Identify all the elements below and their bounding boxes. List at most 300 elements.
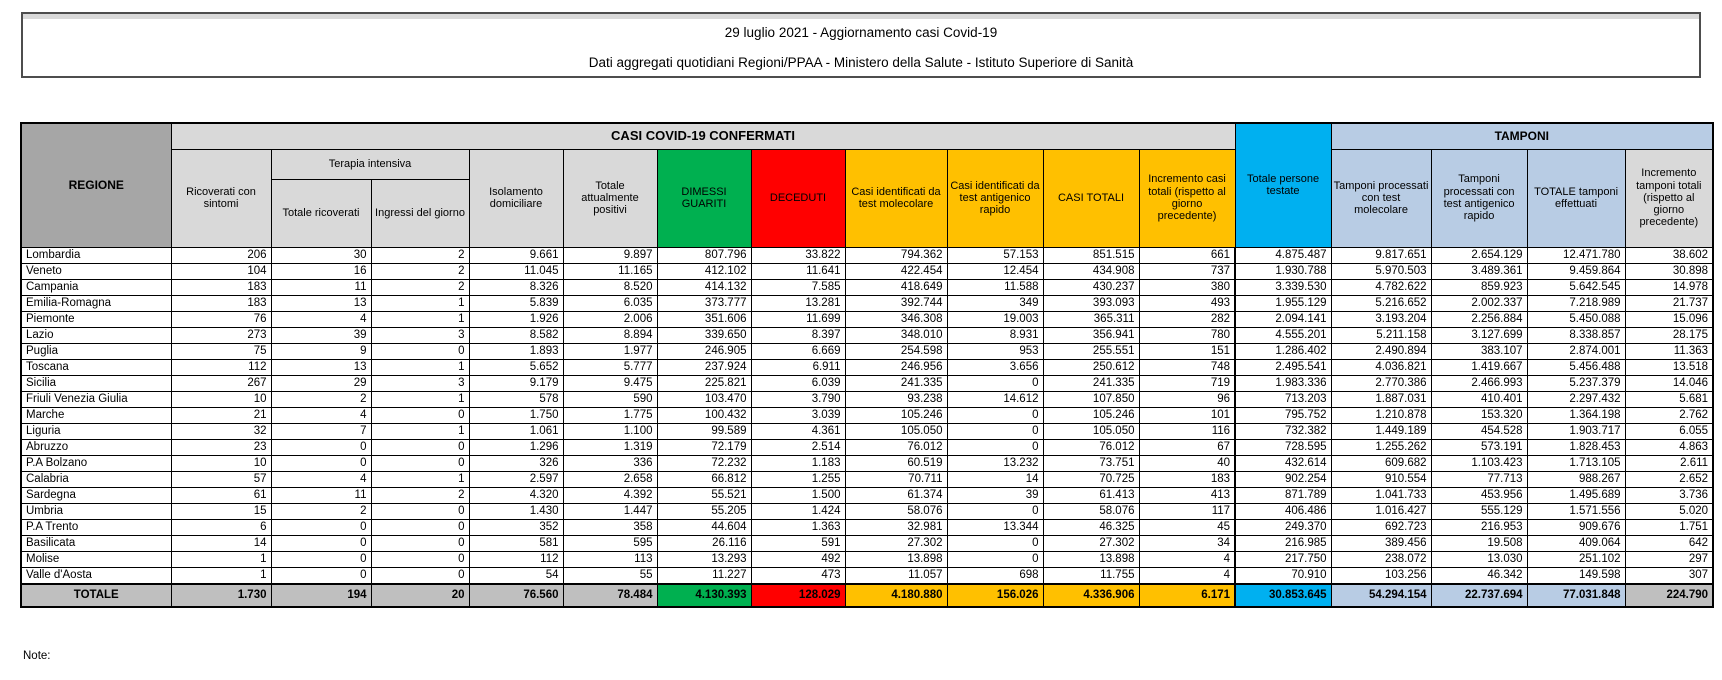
header-regione: REGIONE (21, 123, 171, 247)
value-cell: 1 (371, 471, 469, 487)
value-cell: 1.750 (469, 407, 563, 423)
value-cell: 4 (271, 311, 371, 327)
value-cell: 2.002.337 (1431, 295, 1527, 311)
page-title: 29 luglio 2021 - Aggiornamento casi Covid-19 (724, 25, 998, 40)
value-cell: 151 (1139, 343, 1235, 359)
value-cell: 6.669 (751, 343, 845, 359)
value-cell: 851.515 (1043, 247, 1139, 263)
table-row (21, 455, 1713, 471)
value-cell: 13.281 (751, 295, 845, 311)
region-name: Friuli Venezia Giulia (21, 391, 171, 407)
value-cell: 58.076 (845, 503, 947, 519)
value-cell: 1.100 (563, 423, 657, 439)
value-cell: 76.560 (469, 584, 563, 607)
value-cell: 349 (947, 295, 1043, 311)
value-cell: 326 (469, 455, 563, 471)
value-cell: 76.012 (845, 439, 947, 455)
header-incremento-casi-totali: Incremento casi totali (rispetto al giorno precedente) (1139, 149, 1235, 247)
value-cell: 1 (371, 295, 469, 311)
header-terapia-intensiva: Terapia intensiva (271, 149, 469, 179)
value-cell: 2.658 (563, 471, 657, 487)
value-cell: 0 (271, 455, 371, 471)
value-cell: 72.179 (657, 439, 751, 455)
value-cell: 0 (371, 535, 469, 551)
value-cell: 105.050 (845, 423, 947, 439)
table-row (21, 407, 1713, 423)
value-cell: 3.127.699 (1431, 327, 1527, 343)
table-row (21, 471, 1713, 487)
value-cell: 57.153 (947, 247, 1043, 263)
value-cell: 3.489.361 (1431, 263, 1527, 279)
value-cell: 78.484 (563, 584, 657, 607)
value-cell: 105.246 (845, 407, 947, 423)
page-subtitle: Dati aggregati quotidiani Regioni/PPAA - Ministero della Salute - Istituto Superiore di Sanità (588, 55, 1134, 70)
value-cell: 10 (171, 455, 271, 471)
value-cell: 44.604 (657, 519, 751, 535)
value-cell: 13.344 (947, 519, 1043, 535)
value-cell: 1.930.788 (1235, 263, 1331, 279)
region-name: Umbria (21, 503, 171, 519)
value-cell: 1.103.423 (1431, 455, 1527, 471)
value-cell: 58.076 (1043, 503, 1139, 519)
value-cell: 1 (371, 423, 469, 439)
value-cell: 128.029 (751, 584, 845, 607)
value-cell: 76 (171, 311, 271, 327)
value-cell: 642 (1625, 535, 1713, 551)
value-cell: 246.956 (845, 359, 947, 375)
value-cell: 5.642.545 (1527, 279, 1625, 295)
value-cell: 101 (1139, 407, 1235, 423)
value-cell: 578 (469, 391, 563, 407)
value-cell: 356.941 (1043, 327, 1139, 343)
region-name: Valle d'Aosta (21, 567, 171, 584)
value-cell: 3.039 (751, 407, 845, 423)
value-cell: 1.319 (563, 439, 657, 455)
value-cell: 153.320 (1431, 407, 1527, 423)
region-name: Campania (21, 279, 171, 295)
value-cell: 11.045 (469, 263, 563, 279)
value-cell: 1.255.262 (1331, 439, 1431, 455)
value-cell: 14.046 (1625, 375, 1713, 391)
value-cell: 183 (171, 295, 271, 311)
table-header (21, 123, 1713, 247)
value-cell: 6.055 (1625, 423, 1713, 439)
value-cell: 1 (171, 567, 271, 584)
value-cell: 6.911 (751, 359, 845, 375)
value-cell: 0 (271, 519, 371, 535)
value-cell: 11.755 (1043, 567, 1139, 584)
value-cell: 719 (1139, 375, 1235, 391)
value-cell: 11.165 (563, 263, 657, 279)
value-cell: 9.661 (469, 247, 563, 263)
value-cell: 117 (1139, 503, 1235, 519)
value-cell: 5.970.503 (1331, 263, 1431, 279)
value-cell: 0 (371, 343, 469, 359)
header-isolamento-domiciliare: Isolamento domiciliare (469, 149, 563, 247)
value-cell: 9 (271, 343, 371, 359)
value-cell: 1.364.198 (1527, 407, 1625, 423)
value-cell: 2.466.993 (1431, 375, 1527, 391)
value-cell: 493 (1139, 295, 1235, 311)
header-totale-attualmente-positivi: Totale attualmente positivi (563, 149, 657, 247)
value-cell: 15.096 (1625, 311, 1713, 327)
value-cell: 57 (171, 471, 271, 487)
value-cell: 70.910 (1235, 567, 1331, 584)
value-cell: 609.682 (1331, 455, 1431, 471)
value-cell: 107.850 (1043, 391, 1139, 407)
value-cell: 365.311 (1043, 311, 1139, 327)
value-cell: 217.750 (1235, 551, 1331, 567)
value-cell: 8.931 (947, 327, 1043, 343)
header-dimessi-guariti: DIMESSI GUARITI (657, 149, 751, 247)
table-row (21, 519, 1713, 535)
value-cell: 581 (469, 535, 563, 551)
value-cell: 2.514 (751, 439, 845, 455)
table-row (21, 535, 1713, 551)
value-cell: 39 (947, 487, 1043, 503)
value-cell: 352 (469, 519, 563, 535)
region-name: Abruzzo (21, 439, 171, 455)
value-cell: 11 (271, 487, 371, 503)
value-cell: 61.413 (1043, 487, 1139, 503)
value-cell: 380 (1139, 279, 1235, 295)
table-row (21, 343, 1713, 359)
value-cell: 46.342 (1431, 567, 1527, 584)
value-cell: 413 (1139, 487, 1235, 503)
value-cell: 412.102 (657, 263, 751, 279)
value-cell: 246.905 (657, 343, 751, 359)
value-cell: 393.093 (1043, 295, 1139, 311)
value-cell: 0 (271, 567, 371, 584)
value-cell: 225.821 (657, 375, 751, 391)
value-cell: 4.036.821 (1331, 359, 1431, 375)
value-cell: 1.887.031 (1331, 391, 1431, 407)
value-cell: 14.612 (947, 391, 1043, 407)
value-cell: 2 (371, 247, 469, 263)
value-cell: 389.456 (1331, 535, 1431, 551)
value-cell: 7.585 (751, 279, 845, 295)
value-cell: 14 (947, 471, 1043, 487)
value-cell: 105.246 (1043, 407, 1139, 423)
header-casi-totali: CASI TOTALI (1043, 149, 1139, 247)
value-cell: 1 (371, 391, 469, 407)
value-cell: 6.171 (1139, 584, 1235, 607)
value-cell: 8.582 (469, 327, 563, 343)
value-cell: 54 (469, 567, 563, 584)
value-cell: 237.924 (657, 359, 751, 375)
title-box (21, 12, 1701, 78)
value-cell: 1.430 (469, 503, 563, 519)
value-cell: 4.555.201 (1235, 327, 1331, 343)
value-cell: 2.094.141 (1235, 311, 1331, 327)
value-cell: 910.554 (1331, 471, 1431, 487)
value-cell: 103.256 (1331, 567, 1431, 584)
value-cell: 75 (171, 343, 271, 359)
table-row (21, 327, 1713, 343)
value-cell: 45 (1139, 519, 1235, 535)
value-cell: 339.650 (657, 327, 751, 343)
value-cell: 3.790 (751, 391, 845, 407)
value-cell: 5.652 (469, 359, 563, 375)
value-cell: 241.335 (1043, 375, 1139, 391)
value-cell: 250.612 (1043, 359, 1139, 375)
value-cell: 1 (371, 359, 469, 375)
value-cell: 2.297.432 (1527, 391, 1625, 407)
value-cell: 591 (751, 535, 845, 551)
region-name: Liguria (21, 423, 171, 439)
value-cell: 9.817.651 (1331, 247, 1431, 263)
value-cell: 1.571.556 (1527, 503, 1625, 519)
value-cell: 410.401 (1431, 391, 1527, 407)
value-cell: 8.338.857 (1527, 327, 1625, 343)
value-cell: 5.020 (1625, 503, 1713, 519)
value-cell: 104 (171, 263, 271, 279)
value-cell: 0 (947, 439, 1043, 455)
value-cell: 0 (271, 535, 371, 551)
value-cell: 0 (371, 439, 469, 455)
value-cell: 11 (271, 279, 371, 295)
value-cell: 96 (1139, 391, 1235, 407)
value-cell: 8.520 (563, 279, 657, 295)
value-cell: 4.863 (1625, 439, 1713, 455)
header-casi-test-antigenico: Casi identificati da test antigenico rapido (947, 149, 1043, 247)
value-cell: 383.107 (1431, 343, 1527, 359)
value-cell: 795.752 (1235, 407, 1331, 423)
region-name: Lombardia (21, 247, 171, 263)
value-cell: 76.012 (1043, 439, 1139, 455)
value-cell: 7.218.989 (1527, 295, 1625, 311)
value-cell: 93.238 (845, 391, 947, 407)
header-totale-tamponi: TOTALE tamponi effettuati (1527, 149, 1625, 247)
value-cell: 2.874.001 (1527, 343, 1625, 359)
header-tamponi-molecolare: Tamponi processati con test molecolare (1331, 149, 1431, 247)
value-cell: 11.363 (1625, 343, 1713, 359)
header-ingressi-del-giorno: Ingressi del giorno (371, 179, 469, 247)
value-cell: 909.676 (1527, 519, 1625, 535)
value-cell: 3.656 (947, 359, 1043, 375)
value-cell: 2.762 (1625, 407, 1713, 423)
value-cell: 238.072 (1331, 551, 1431, 567)
value-cell: 5.839 (469, 295, 563, 311)
region-name: Emilia-Romagna (21, 295, 171, 311)
value-cell: 4.875.487 (1235, 247, 1331, 263)
value-cell: 156.026 (947, 584, 1043, 607)
value-cell: 1 (371, 311, 469, 327)
table-row (21, 567, 1713, 584)
value-cell: 103.470 (657, 391, 751, 407)
value-cell: 267 (171, 375, 271, 391)
table-row (21, 391, 1713, 407)
value-cell: 3.339.530 (1235, 279, 1331, 295)
value-cell: 492 (751, 551, 845, 567)
value-cell: 20 (371, 584, 469, 607)
value-cell: 19.508 (1431, 535, 1527, 551)
value-cell: 1.730 (171, 584, 271, 607)
value-cell: 2.490.894 (1331, 343, 1431, 359)
value-cell: 251.102 (1527, 551, 1625, 567)
value-cell: 595 (563, 535, 657, 551)
value-cell: 0 (271, 439, 371, 455)
value-cell: 1.495.689 (1527, 487, 1625, 503)
total-row (21, 584, 1713, 607)
value-cell: 13 (271, 295, 371, 311)
value-cell: 1.296 (469, 439, 563, 455)
value-cell: 224.790 (1625, 584, 1713, 607)
value-cell: 4.336.906 (1043, 584, 1139, 607)
header-group-casi-confermati: CASI COVID-19 CONFERMATI (171, 123, 1235, 149)
region-name: P.A Bolzano (21, 455, 171, 471)
value-cell: 794.362 (845, 247, 947, 263)
value-cell: 346.308 (845, 311, 947, 327)
value-cell: 249.370 (1235, 519, 1331, 535)
value-cell: 61 (171, 487, 271, 503)
value-cell: 0 (271, 551, 371, 567)
value-cell: 30.898 (1625, 263, 1713, 279)
value-cell: 1.903.717 (1527, 423, 1625, 439)
value-cell: 30 (271, 247, 371, 263)
value-cell: 46.325 (1043, 519, 1139, 535)
value-cell: 1.363 (751, 519, 845, 535)
value-cell: 100.432 (657, 407, 751, 423)
table-row (21, 551, 1713, 567)
value-cell: 1.893 (469, 343, 563, 359)
table-row (21, 295, 1713, 311)
value-cell: 1.449.189 (1331, 423, 1431, 439)
value-cell: 60.519 (845, 455, 947, 471)
value-cell: 8.397 (751, 327, 845, 343)
value-cell: 5.777 (563, 359, 657, 375)
value-cell: 27.302 (1043, 535, 1139, 551)
value-cell: 27.302 (845, 535, 947, 551)
region-name: Lazio (21, 327, 171, 343)
value-cell: 555.129 (1431, 503, 1527, 519)
value-cell: 0 (947, 535, 1043, 551)
value-cell: 13.518 (1625, 359, 1713, 375)
value-cell: 2.770.386 (1331, 375, 1431, 391)
value-cell: 113 (563, 551, 657, 567)
value-cell: 13.898 (845, 551, 947, 567)
table-row (21, 503, 1713, 519)
value-cell: 183 (171, 279, 271, 295)
value-cell: 2.597 (469, 471, 563, 487)
region-name: Sicilia (21, 375, 171, 391)
value-cell: 99.589 (657, 423, 751, 439)
value-cell: 13 (271, 359, 371, 375)
value-cell: 6 (171, 519, 271, 535)
value-cell: 0 (947, 423, 1043, 439)
value-cell: 373.777 (657, 295, 751, 311)
table-row (21, 487, 1713, 503)
value-cell: 4 (1139, 551, 1235, 567)
value-cell: 453.956 (1431, 487, 1527, 503)
value-cell: 661 (1139, 247, 1235, 263)
value-cell: 77.031.848 (1527, 584, 1625, 607)
value-cell: 351.606 (657, 311, 751, 327)
value-cell: 40 (1139, 455, 1235, 471)
header-totale-persone-testate: Totale persone testate (1235, 123, 1331, 247)
value-cell: 732.382 (1235, 423, 1331, 439)
value-cell: 6.039 (751, 375, 845, 391)
value-cell: 0 (947, 375, 1043, 391)
value-cell: 1.828.453 (1527, 439, 1625, 455)
value-cell: 430.237 (1043, 279, 1139, 295)
value-cell: 11.699 (751, 311, 845, 327)
value-cell: 255.551 (1043, 343, 1139, 359)
value-cell: 11.227 (657, 567, 751, 584)
value-cell: 5.216.652 (1331, 295, 1431, 311)
value-cell: 12.471.780 (1527, 247, 1625, 263)
region-name: Calabria (21, 471, 171, 487)
value-cell: 1.983.336 (1235, 375, 1331, 391)
value-cell: 22.737.694 (1431, 584, 1527, 607)
header-deceduti: DECEDUTI (751, 149, 845, 247)
value-cell: 871.789 (1235, 487, 1331, 503)
value-cell: 2.611 (1625, 455, 1713, 471)
value-cell: 5.681 (1625, 391, 1713, 407)
value-cell: 11.588 (947, 279, 1043, 295)
value-cell: 728.595 (1235, 439, 1331, 455)
value-cell: 241.335 (845, 375, 947, 391)
value-cell: 26.116 (657, 535, 751, 551)
value-cell: 38.602 (1625, 247, 1713, 263)
value-cell: 19.003 (947, 311, 1043, 327)
region-name: Molise (21, 551, 171, 567)
value-cell: 336 (563, 455, 657, 471)
header-incremento-tamponi: Incremento tamponi totali (rispetto al giorno precedente) (1625, 149, 1713, 247)
value-cell: 77.713 (1431, 471, 1527, 487)
note-label: Note: (23, 650, 51, 662)
value-cell: 4 (271, 471, 371, 487)
value-cell: 409.064 (1527, 535, 1625, 551)
value-cell: 5.211.158 (1331, 327, 1431, 343)
value-cell: 4 (1139, 567, 1235, 584)
value-cell: 2 (371, 279, 469, 295)
value-cell: 2 (371, 263, 469, 279)
value-cell: 5.237.379 (1527, 375, 1625, 391)
value-cell: 698 (947, 567, 1043, 584)
region-name: Marche (21, 407, 171, 423)
value-cell: 4.320 (469, 487, 563, 503)
value-cell: 216.985 (1235, 535, 1331, 551)
value-cell: 6.035 (563, 295, 657, 311)
value-cell: 3.736 (1625, 487, 1713, 503)
value-cell: 2.652 (1625, 471, 1713, 487)
region-name: Piemonte (21, 311, 171, 327)
value-cell: 422.454 (845, 263, 947, 279)
value-cell: 2 (371, 487, 469, 503)
value-cell: 0 (947, 407, 1043, 423)
value-cell: 7 (271, 423, 371, 439)
value-cell: 149.598 (1527, 567, 1625, 584)
value-cell: 14 (171, 535, 271, 551)
value-cell: 348.010 (845, 327, 947, 343)
value-cell: 66.812 (657, 471, 751, 487)
value-cell: 859.923 (1431, 279, 1527, 295)
value-cell: 13.293 (657, 551, 751, 567)
value-cell: 28.175 (1625, 327, 1713, 343)
value-cell: 1.926 (469, 311, 563, 327)
value-cell: 0 (371, 519, 469, 535)
value-cell: 454.528 (1431, 423, 1527, 439)
value-cell: 1.955.129 (1235, 295, 1331, 311)
value-cell: 2.006 (563, 311, 657, 327)
value-cell: 1.419.667 (1431, 359, 1527, 375)
value-cell: 434.908 (1043, 263, 1139, 279)
value-cell: 780 (1139, 327, 1235, 343)
value-cell: 206 (171, 247, 271, 263)
value-cell: 112 (171, 359, 271, 375)
value-cell: 55.205 (657, 503, 751, 519)
